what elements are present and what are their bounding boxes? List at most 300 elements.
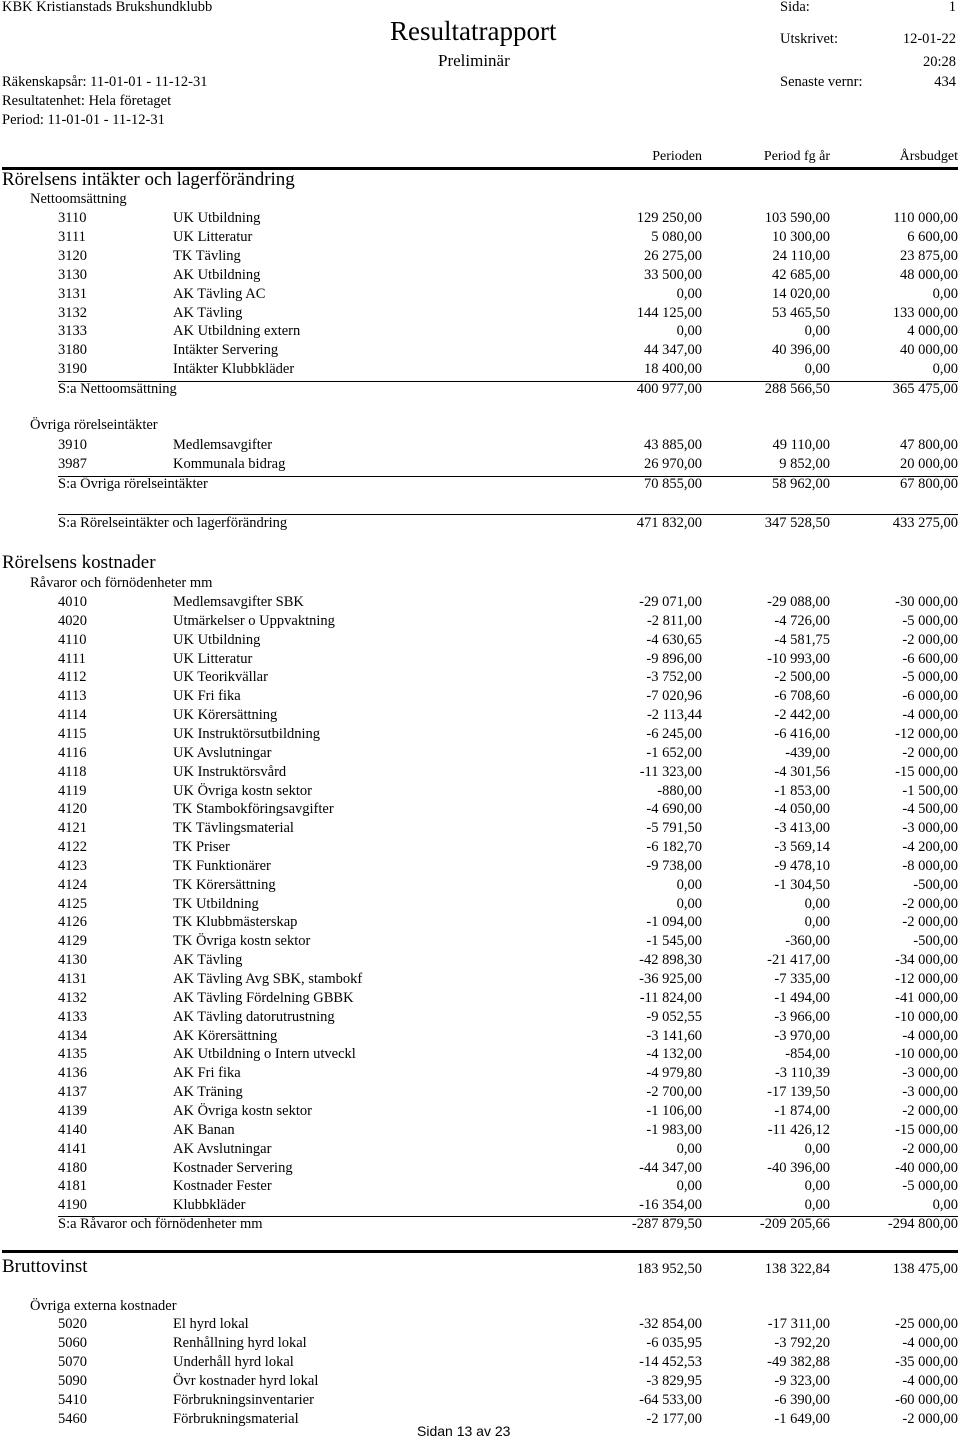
- subtotal-other-income: [0, 476, 960, 495]
- table-row: [0, 858, 960, 877]
- column-header-budget: Årsbudget: [899, 149, 958, 164]
- value-budget: -41 000,00: [895, 989, 958, 1006]
- account-name: TK Klubbmästerskap: [173, 914, 298, 931]
- account-name: Underhåll hyrd lokal: [173, 1354, 294, 1370]
- account-name: UK Utbildning: [173, 210, 261, 226]
- account-number: 3180: [58, 342, 87, 359]
- value-budget: -3 000,00: [902, 1065, 958, 1082]
- account-name: UK Utbildning: [173, 631, 261, 648]
- table-row: [0, 632, 960, 651]
- section-title-costs: Rörelsens kostnader: [2, 552, 156, 573]
- value-period: 144 125,00: [636, 304, 702, 321]
- value-period: -44 347,00: [639, 1159, 702, 1176]
- value-prev-year: -3 413,00: [774, 820, 830, 837]
- table-row: [0, 210, 960, 229]
- account-number: 4116: [58, 744, 87, 761]
- fiscal-year: Räkenskapsår: 11-01-01 - 11-12-31: [2, 74, 208, 90]
- subtotal-budget: 365 475,00: [892, 381, 958, 397]
- account-name: Övr kostnader hyrd lokal: [173, 1373, 319, 1389]
- value-period: -4 132,00: [646, 1046, 702, 1063]
- value-prev-year: 103 590,00: [764, 210, 830, 226]
- account-name: AK Tävling Fördelning GBBK: [173, 989, 354, 1006]
- subtotal-label: S:a Övriga rörelseintäkter: [58, 476, 208, 492]
- account-number: 4130: [58, 952, 87, 969]
- account-number: 4123: [58, 857, 87, 874]
- account-number: 4120: [58, 801, 87, 818]
- account-name: TK Övriga kostn sektor: [173, 933, 311, 950]
- account-number: 3132: [58, 304, 87, 321]
- gross-profit-values: [0, 1261, 960, 1280]
- table-row: [0, 726, 960, 745]
- table-row: [0, 764, 960, 783]
- value-period: -1 094,00: [646, 914, 702, 931]
- table-row: [0, 267, 960, 286]
- page-number: 1: [948, 0, 956, 15]
- value-budget: 133 000,00: [892, 304, 958, 321]
- account-number: 4122: [58, 839, 87, 856]
- account-name: AK Tävling AC: [173, 285, 266, 302]
- value-budget: -3 000,00: [902, 1084, 958, 1101]
- table-row: [0, 839, 960, 858]
- table-row: [0, 1122, 960, 1141]
- column-header-prev-year: Period fg år: [763, 149, 830, 164]
- table-row: [0, 1103, 960, 1122]
- value-prev-year: -2 442,00: [774, 707, 830, 724]
- account-name: Förbrukningsinventarier: [173, 1392, 314, 1408]
- value-period: -29 071,00: [639, 594, 702, 610]
- table-row: [0, 1335, 960, 1354]
- last-voucher-label: Senaste vernr:: [780, 74, 863, 90]
- value-prev-year: -6 416,00: [774, 725, 830, 742]
- value-budget: -4 000,00: [902, 1335, 958, 1351]
- value-budget: -34 000,00: [895, 952, 958, 969]
- account-number: 4111: [58, 650, 86, 667]
- value-prev-year: -11 426,12: [767, 1121, 830, 1138]
- account-name: TK Körersättning: [173, 876, 276, 893]
- value-budget: -4 000,00: [902, 1027, 958, 1044]
- table-row: [0, 801, 960, 820]
- page-footer: Sidan 13 av 23: [417, 1423, 511, 1439]
- value-period: 0,00: [676, 285, 702, 302]
- account-name: Kommunala bidrag: [173, 456, 286, 472]
- value-period: -9 896,00: [646, 650, 702, 667]
- value-period: -3 752,00: [646, 669, 702, 686]
- table-row: [0, 896, 960, 915]
- group-title-materials: Råvaror och förnödenheter mm: [30, 575, 213, 591]
- account-name: TK Utbildning: [173, 895, 259, 912]
- value-budget: 4 000,00: [907, 323, 958, 340]
- value-budget: 0,00: [932, 1197, 958, 1214]
- account-name: TK Funktionärer: [173, 857, 271, 874]
- value-prev-year: -10 993,00: [767, 650, 830, 667]
- account-number: 5060: [58, 1335, 87, 1351]
- table-row: [0, 1373, 960, 1392]
- value-period: 0,00: [676, 1178, 702, 1195]
- table-row: [0, 229, 960, 248]
- account-name: UK Teorikvällar: [173, 669, 268, 686]
- value-budget: -4 000,00: [902, 1373, 958, 1389]
- value-budget: -5 000,00: [902, 669, 958, 686]
- account-name: TK Priser: [173, 839, 230, 856]
- result-unit: Resultatenhet: Hela företaget: [2, 93, 172, 109]
- account-name: Kostnader Servering: [173, 1159, 293, 1176]
- value-budget: -3 000,00: [902, 820, 958, 837]
- table-row: [0, 933, 960, 952]
- value-period: 0,00: [676, 895, 702, 912]
- value-prev-year: -9 323,00: [774, 1373, 830, 1389]
- last-voucher-number: 434: [934, 74, 956, 90]
- account-name: AK Tävling datorutrustning: [173, 1008, 335, 1025]
- value-period: -4 630,65: [646, 631, 702, 648]
- account-name: UK Fri fika: [173, 688, 241, 705]
- table-row: [0, 342, 960, 361]
- value-period: 0,00: [676, 323, 702, 340]
- table-row: [0, 323, 960, 342]
- account-name: AK Utbildning o Intern utveckl: [173, 1046, 356, 1063]
- value-prev-year: -40 396,00: [767, 1159, 830, 1176]
- value-budget: -2 000,00: [902, 895, 958, 912]
- account-number: 4126: [58, 914, 87, 931]
- value-period: -16 354,00: [639, 1197, 702, 1214]
- value-budget: -30 000,00: [895, 594, 958, 610]
- value-budget: -6 000,00: [902, 688, 958, 705]
- report-title: Resultatrapport: [390, 16, 557, 46]
- value-prev-year: -3 110,39: [774, 1065, 830, 1082]
- table-row: [0, 820, 960, 839]
- value-period: -2 811,00: [646, 612, 702, 629]
- page-label: Sida:: [780, 0, 810, 15]
- table-row: [0, 1028, 960, 1047]
- table-row: [0, 1160, 960, 1179]
- value-prev-year: -3 569,14: [774, 839, 830, 856]
- table-row: [0, 952, 960, 971]
- value-period: -880,00: [657, 782, 702, 799]
- value-prev-year: -360,00: [785, 933, 830, 950]
- value-period: -6 035,95: [646, 1335, 702, 1351]
- value-budget: -15 000,00: [895, 763, 958, 780]
- value-period: -2 113,44: [646, 707, 702, 724]
- value-budget: 23 875,00: [900, 247, 958, 264]
- value-prev-year: -21 417,00: [767, 952, 830, 969]
- value-period: 26 970,00: [644, 456, 702, 472]
- account-name: UK Instruktörsutbildning: [173, 725, 321, 742]
- organization-name: KBK Kristianstads Brukshundklubb: [2, 0, 213, 15]
- value-period: -1 545,00: [646, 933, 702, 950]
- value-budget: -40 000,00: [895, 1159, 958, 1176]
- account-number: 4124: [58, 876, 87, 893]
- account-name: AK Tävling Avg SBK, stambokf: [173, 971, 363, 987]
- subtotal-period: 70 855,00: [644, 476, 702, 492]
- value-prev-year: 40 396,00: [772, 342, 830, 359]
- total-period: 471 832,00: [636, 515, 702, 531]
- printed-date: 12-01-22: [902, 31, 956, 47]
- value-prev-year: 49 110,00: [772, 437, 830, 453]
- value-prev-year: 14 020,00: [772, 285, 830, 302]
- value-prev-year: 10 300,00: [772, 228, 830, 245]
- subtotal-materials: [0, 1216, 960, 1235]
- account-number: 4125: [58, 895, 87, 912]
- account-name: Klubbkläder: [173, 1197, 246, 1214]
- value-budget: -5 000,00: [902, 612, 958, 629]
- subtotal-period: -287 879,50: [631, 1216, 702, 1232]
- value-prev-year: -2 500,00: [774, 669, 830, 686]
- table-row: [0, 971, 960, 990]
- group-title-other-income: Övriga rörelseintäkter: [30, 417, 158, 433]
- table-row: [0, 286, 960, 305]
- table-row: [0, 745, 960, 764]
- account-number: 4131: [58, 971, 87, 987]
- account-number: 4112: [58, 669, 87, 686]
- account-name: AK Tävling: [173, 952, 243, 969]
- group-title-net-sales: Nettoomsättning: [30, 191, 127, 207]
- account-number: 4121: [58, 820, 87, 837]
- subtotal-prev-year: 58 962,00: [772, 476, 830, 492]
- value-budget: -500,00: [913, 876, 958, 893]
- value-period: -3 141,60: [646, 1027, 702, 1044]
- gross-budget: 138 475,00: [892, 1261, 958, 1277]
- value-prev-year: 42 685,00: [772, 266, 830, 283]
- table-row: [0, 1009, 960, 1028]
- value-period: -36 925,00: [639, 971, 702, 987]
- total-income: [0, 515, 960, 534]
- subtotal-budget: 67 800,00: [900, 476, 958, 492]
- value-period: -1 106,00: [646, 1102, 702, 1119]
- account-name: AK Utbildning: [173, 266, 261, 283]
- account-number: 5410: [58, 1392, 87, 1408]
- value-budget: -2 000,00: [902, 914, 958, 931]
- value-budget: 48 000,00: [900, 266, 958, 283]
- report-status: Preliminär: [438, 51, 510, 70]
- account-number: 3120: [58, 247, 87, 264]
- account-number: 3190: [58, 361, 87, 378]
- account-number: 3133: [58, 323, 87, 340]
- table-row: [0, 669, 960, 688]
- account-number: 4010: [58, 594, 87, 610]
- value-prev-year: -3 792,20: [774, 1335, 830, 1351]
- value-budget: -2 000,00: [902, 1140, 958, 1157]
- value-prev-year: 0,00: [804, 1178, 830, 1195]
- value-period: 33 500,00: [644, 266, 702, 283]
- subtotal-prev-year: 288 566,50: [764, 381, 830, 397]
- value-period: -6 245,00: [646, 725, 702, 742]
- account-name: UK Instruktörsvård: [173, 763, 287, 780]
- value-budget: -10 000,00: [895, 1008, 958, 1025]
- account-name: AK Fri fika: [173, 1065, 241, 1082]
- table-row: [0, 1141, 960, 1160]
- account-number: 3110: [58, 210, 87, 226]
- value-period: -6 182,70: [646, 839, 702, 856]
- group-title-external-costs: Övriga externa kostnader: [30, 1298, 177, 1314]
- value-prev-year: 0,00: [804, 361, 830, 378]
- gross-period: 183 952,50: [636, 1261, 702, 1277]
- value-period: 44 347,00: [644, 342, 702, 359]
- account-number: 4133: [58, 1008, 87, 1025]
- value-budget: -2 000,00: [902, 744, 958, 761]
- account-number: 4141: [58, 1140, 87, 1157]
- value-prev-year: -7 335,00: [774, 971, 830, 987]
- account-name: El hyrd lokal: [173, 1316, 249, 1332]
- table-row: [0, 248, 960, 267]
- value-prev-year: 0,00: [804, 1197, 830, 1214]
- table-row: [0, 594, 960, 613]
- account-number: 4140: [58, 1121, 87, 1138]
- subtotal-prev-year: -209 205,66: [759, 1216, 830, 1232]
- value-prev-year: 0,00: [804, 323, 830, 340]
- account-name: AK Körersättning: [173, 1027, 278, 1044]
- account-name: AK Utbildning extern: [173, 323, 301, 340]
- gross-prev-year: 138 322,84: [764, 1261, 830, 1277]
- account-number: 4020: [58, 612, 87, 629]
- account-name: AK Träning: [173, 1084, 243, 1101]
- value-period: -3 829,95: [646, 1373, 702, 1389]
- value-budget: -2 000,00: [902, 631, 958, 648]
- printed-label: Utskrivet:: [780, 31, 838, 47]
- value-budget: 0,00: [932, 285, 958, 302]
- account-name: AK Avslutningar: [173, 1140, 272, 1157]
- value-period: 129 250,00: [636, 210, 702, 226]
- table-row: [0, 1197, 960, 1216]
- value-period: -11 323,00: [639, 763, 702, 780]
- value-prev-year: -1 494,00: [774, 989, 830, 1006]
- value-period: -2 700,00: [646, 1084, 702, 1101]
- account-number: 4135: [58, 1046, 87, 1063]
- value-prev-year: -4 581,75: [774, 631, 830, 648]
- account-name: TK Tävling: [173, 247, 241, 264]
- table-row: [0, 1316, 960, 1335]
- value-prev-year: -6 708,60: [774, 688, 830, 705]
- value-period: -5 791,50: [646, 820, 702, 837]
- account-number: 4134: [58, 1027, 87, 1044]
- account-name: AK Övriga kostn sektor: [173, 1102, 312, 1119]
- table-row: [0, 914, 960, 933]
- account-name: UK Litteratur: [173, 228, 253, 245]
- value-period: -9 052,55: [646, 1008, 702, 1025]
- table-row: [0, 613, 960, 632]
- account-name: UK Litteratur: [173, 650, 253, 667]
- value-period: -1 983,00: [646, 1121, 702, 1138]
- account-number: 4114: [58, 707, 87, 724]
- value-budget: -5 000,00: [902, 1178, 958, 1195]
- value-budget: -15 000,00: [895, 1121, 958, 1138]
- value-prev-year: -1 874,00: [774, 1102, 830, 1119]
- account-number: 4110: [58, 631, 87, 648]
- value-budget: -35 000,00: [895, 1354, 958, 1370]
- value-period: -11 824,00: [639, 989, 702, 1006]
- account-name: Renhållning hyrd lokal: [173, 1335, 307, 1351]
- value-prev-year: -9 478,10: [774, 857, 830, 874]
- account-number: 3987: [58, 456, 87, 472]
- subtotal-period: 400 977,00: [636, 381, 702, 397]
- account-number: 3111: [58, 228, 86, 245]
- value-period: -9 738,00: [646, 857, 702, 874]
- gross-profit-label: Bruttovinst: [2, 1256, 88, 1277]
- table-row: [0, 437, 960, 456]
- value-budget: 20 000,00: [900, 456, 958, 472]
- value-period: -4 690,00: [646, 801, 702, 818]
- account-name: UK Avslutningar: [173, 744, 272, 761]
- value-period: 5 080,00: [651, 228, 702, 245]
- value-budget: 47 800,00: [900, 437, 958, 453]
- value-budget: 6 600,00: [907, 228, 958, 245]
- value-prev-year: -17 311,00: [767, 1316, 830, 1332]
- section-title-income: Rörelsens intäkter och lagerförändring: [2, 169, 295, 190]
- value-prev-year: 0,00: [804, 1140, 830, 1157]
- value-period: 43 885,00: [644, 437, 702, 453]
- gross-rule: [2, 1250, 958, 1253]
- value-prev-year: 0,00: [804, 914, 830, 931]
- value-period: -1 652,00: [646, 744, 702, 761]
- value-budget: -4 200,00: [902, 839, 958, 856]
- table-row: [0, 1084, 960, 1103]
- period: Period: 11-01-01 - 11-12-31: [2, 112, 165, 128]
- value-period: 0,00: [676, 1140, 702, 1157]
- value-prev-year: 9 852,00: [779, 456, 830, 472]
- value-budget: 40 000,00: [900, 342, 958, 359]
- account-number: 4132: [58, 989, 87, 1006]
- total-label: S:a Rörelseintäkter och lagerförändring: [58, 515, 288, 531]
- account-number: 4137: [58, 1084, 87, 1101]
- account-number: 3131: [58, 285, 87, 302]
- value-prev-year: -4 301,56: [774, 763, 830, 780]
- value-period: -32 854,00: [639, 1316, 702, 1332]
- account-number: 4113: [58, 688, 87, 705]
- account-name: TK Stambokföringsavgifter: [173, 801, 334, 818]
- value-prev-year: -4 726,00: [774, 612, 830, 629]
- value-period: -4 979,80: [646, 1065, 702, 1082]
- value-budget: -60 000,00: [895, 1392, 958, 1408]
- account-number: 4180: [58, 1159, 87, 1176]
- account-number: 4190: [58, 1197, 87, 1214]
- value-period: -14 452,53: [639, 1354, 702, 1370]
- value-prev-year: -6 390,00: [774, 1392, 830, 1408]
- table-row: [0, 688, 960, 707]
- value-budget: -12 000,00: [895, 725, 958, 742]
- value-period: 0,00: [676, 876, 702, 893]
- account-number: 5070: [58, 1354, 87, 1370]
- printed-time: 20:28: [922, 54, 956, 70]
- value-prev-year: 0,00: [804, 895, 830, 912]
- value-prev-year: -3 970,00: [774, 1027, 830, 1044]
- value-prev-year: -49 382,88: [767, 1354, 830, 1370]
- value-prev-year: -3 966,00: [774, 1008, 830, 1025]
- value-budget: -25 000,00: [895, 1316, 958, 1332]
- table-row: [0, 1046, 960, 1065]
- table-row: [0, 361, 960, 380]
- subtotal-label: S:a Nettoomsättning: [58, 381, 177, 397]
- table-row: [0, 1392, 960, 1411]
- value-budget: 110 000,00: [893, 210, 958, 226]
- value-budget: -500,00: [913, 933, 958, 950]
- value-budget: -6 600,00: [902, 650, 958, 667]
- value-prev-year: -17 139,50: [767, 1084, 830, 1101]
- account-number: 4136: [58, 1065, 87, 1082]
- value-prev-year: -854,00: [785, 1046, 830, 1063]
- account-number: 4118: [58, 763, 87, 780]
- value-period: -2 177,00: [646, 1411, 702, 1427]
- table-row: [0, 783, 960, 802]
- total-prev-year: 347 528,50: [764, 515, 830, 531]
- table-row: [0, 1178, 960, 1197]
- value-budget: -1 500,00: [902, 782, 958, 799]
- account-name: Medlemsavgifter: [173, 437, 273, 453]
- value-period: 18 400,00: [644, 361, 702, 378]
- value-period: -64 533,00: [639, 1392, 702, 1408]
- value-prev-year: -1 649,00: [774, 1411, 830, 1427]
- table-row: [0, 1354, 960, 1373]
- account-name: AK Tävling: [173, 304, 243, 321]
- value-prev-year: -4 050,00: [774, 801, 830, 818]
- account-number: 4115: [58, 725, 87, 742]
